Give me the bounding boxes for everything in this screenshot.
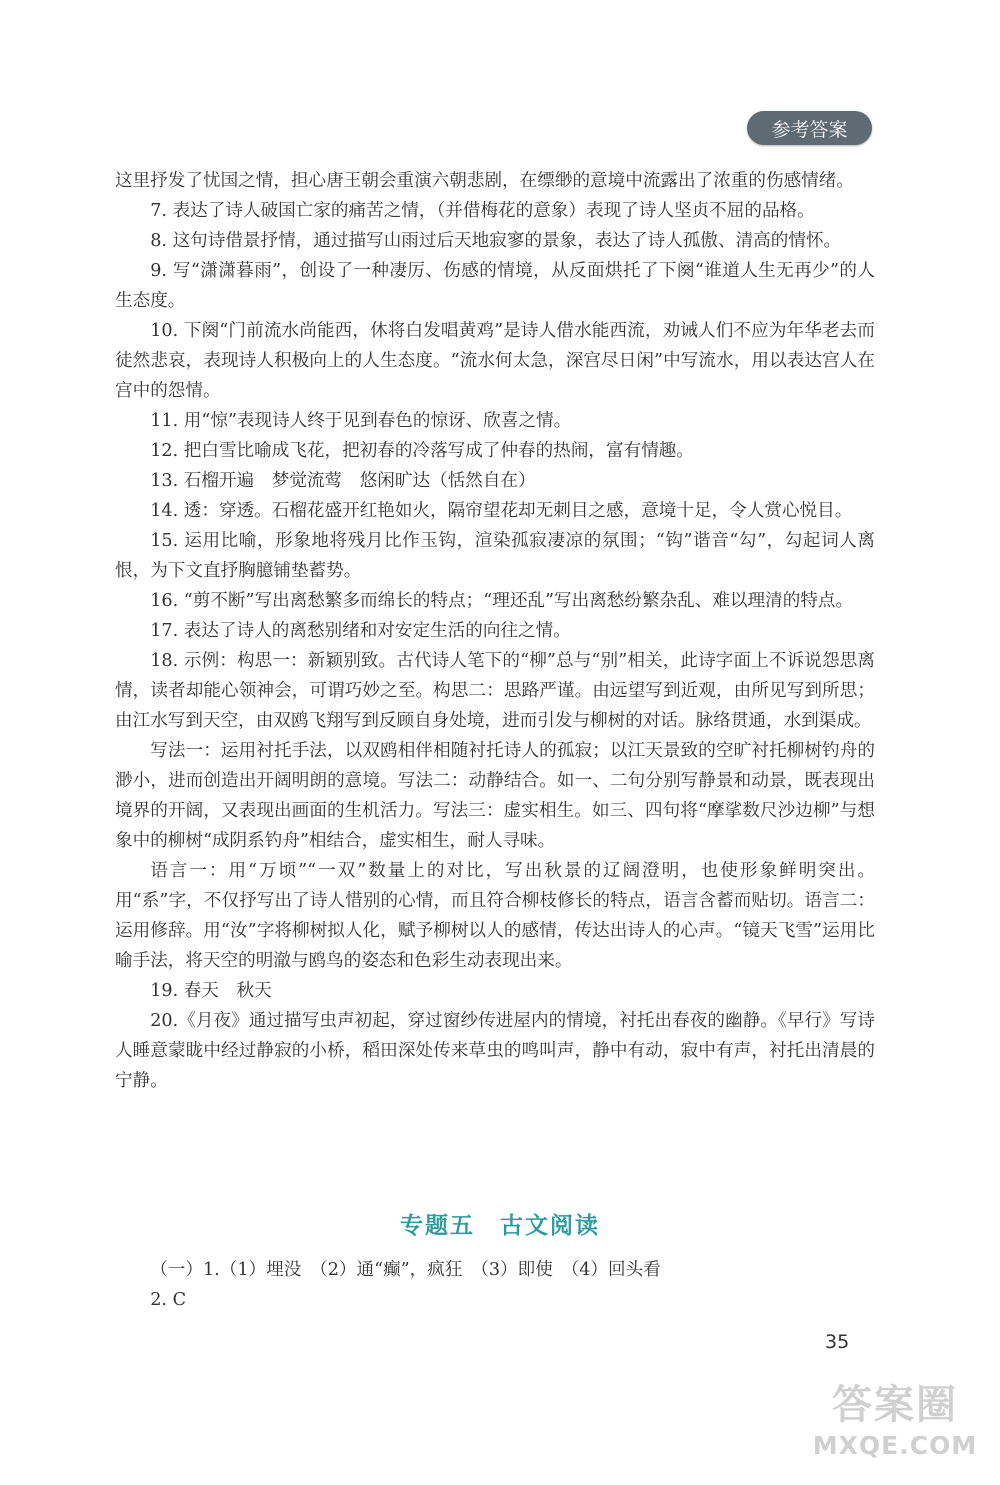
answer-19: 19. 春天 秋天 bbox=[150, 981, 272, 1001]
section-answer-line-1: （一）1.（1）埋没 （2）通“癫”，疯狂 （3）即使 （4）回头看 bbox=[150, 1260, 661, 1280]
answer-18-writing: 写法一：运用衬托手法，以双鸥相伴相随衬托诗人的孤寂；以江天景致的空旷衬托柳树钓舟的渺小，进而创造出开阔明朗的意境。写法二：动静结合。如一、二句分别写静景和动景，既表现出境界的开阔，又表现出画面的生机活力。写法三：虚实相生。如三、四句将“摩挲数尺沙边柳”与想象中的柳树“成阴系钓舟”相结合，虚实相生，耐人寻味。 bbox=[115, 741, 875, 851]
answer-8: 8. 这句诗借景抒情，通过描写山雨过后天地寂寥的景象，表达了诗人孤傲、清高的情怀。 bbox=[150, 231, 842, 251]
paragraph-continuation: 这里抒发了忧国之情，担心唐王朝会重演六朝悲剧，在缥缈的意境中流露出了浓重的伤感情绪。 bbox=[115, 171, 854, 191]
answer-20: 20.《月夜》通过描写虫声初起，穿过窗纱传进屋内的情境，衬托出春夜的幽静。《早行》写诗人睡意蒙眬中经过静寂的小桥，稻田深处传来草虫的鸣叫声，静中有动，寂中有声，衬托出清晨的宁静。 bbox=[115, 1011, 875, 1091]
answer-15: 15. 运用比喻，形象地将残月比作玉钩，渲染孤寂凄凉的氛围；“钩”谐音“勾”，勾起词人离恨，为下文直抒胸臆铺垫蓄势。 bbox=[115, 531, 875, 581]
answer-content bbox=[115, 166, 875, 1096]
answer-12: 12. 把白雪比喻成飞花，把初春的冷落写成了仲春的热闹，富有情趣。 bbox=[150, 441, 694, 461]
section-answer-line-2: 2. C bbox=[150, 1290, 187, 1310]
section-title: 专题五 古文阅读 bbox=[400, 1213, 600, 1239]
watermark-url: MXQE.COM bbox=[812, 1431, 978, 1460]
watermark-logo: 答案圈 bbox=[832, 1382, 958, 1428]
answer-14: 14. 透：穿透。石榴花盛开红艳如火，隔帘望花却无刺目之感，意境十足，令人赏心悦目。 bbox=[150, 501, 853, 521]
section-answers bbox=[115, 1255, 875, 1315]
answer-16: 16. “剪不断”写出离愁繁多而绵长的特点；“理还乱”写出离愁纷繁杂乱、难以理清的特点。 bbox=[150, 591, 854, 611]
answer-key-badge: 参考答案 bbox=[747, 111, 872, 145]
answer-17: 17. 表达了诗人的离愁别绪和对安定生活的向往之情。 bbox=[150, 621, 571, 641]
answer-13: 13. 石榴开遍 梦觉流莺 悠闲旷达（恬然自在） bbox=[150, 471, 536, 491]
answer-18-language: 语言一：用“万顷”“一双”数量上的对比，写出秋景的辽阔澄明，也使形象鲜明突出。用“系”字，不仅抒写出了诗人惜别的心情，而且符合柳枝修长的特点，语言含蓄而贴切。语言二：运用修辞。用“汝”字将柳树拟人化，赋予柳树以人的感情，传达出诗人的心声。“镜天飞雪”运用比喻手法，将天空的明澈与鸥鸟的姿态和色彩生动表现出来。 bbox=[115, 861, 875, 971]
page-number: 35 bbox=[825, 1331, 850, 1353]
watermark bbox=[795, 1382, 995, 1480]
answer-10: 10. 下阕“门前流水尚能西，休将白发唱黄鸡”是诗人借水能西流，劝诫人们不应为年华老去而徒然悲哀，表现诗人积极向上的人生态度。“流水何太急，深宫尽日闲”中写流水，用以表达宫人在宫中的怨情。 bbox=[115, 321, 875, 401]
answer-9: 9. 写“潇潇暮雨”，创设了一种凄厉、伤感的情境，从反面烘托了下阕“谁道人生无再少”的人生态度。 bbox=[115, 261, 875, 311]
answer-11: 11. 用“惊”表现诗人终于见到春色的惊讶、欣喜之情。 bbox=[150, 411, 572, 431]
answer-18: 18. 示例：构思一：新颖别致。古代诗人笔下的“柳”总与“别”相关，此诗字面上不诉说怨思离情，读者却能心领神会，可谓巧妙之至。构思二：思路严谨。由远望写到近观，由所见写到所思；由江水写到天空，由双鸥飞翔写到反顾自身处境，进而引发与柳树的对话。脉络贯通，水到渠成。 bbox=[115, 651, 875, 731]
answer-7: 7. 表达了诗人破国亡家的痛苦之情，（并借梅花的意象）表现了诗人坚贞不屈的品格。 bbox=[150, 201, 815, 221]
